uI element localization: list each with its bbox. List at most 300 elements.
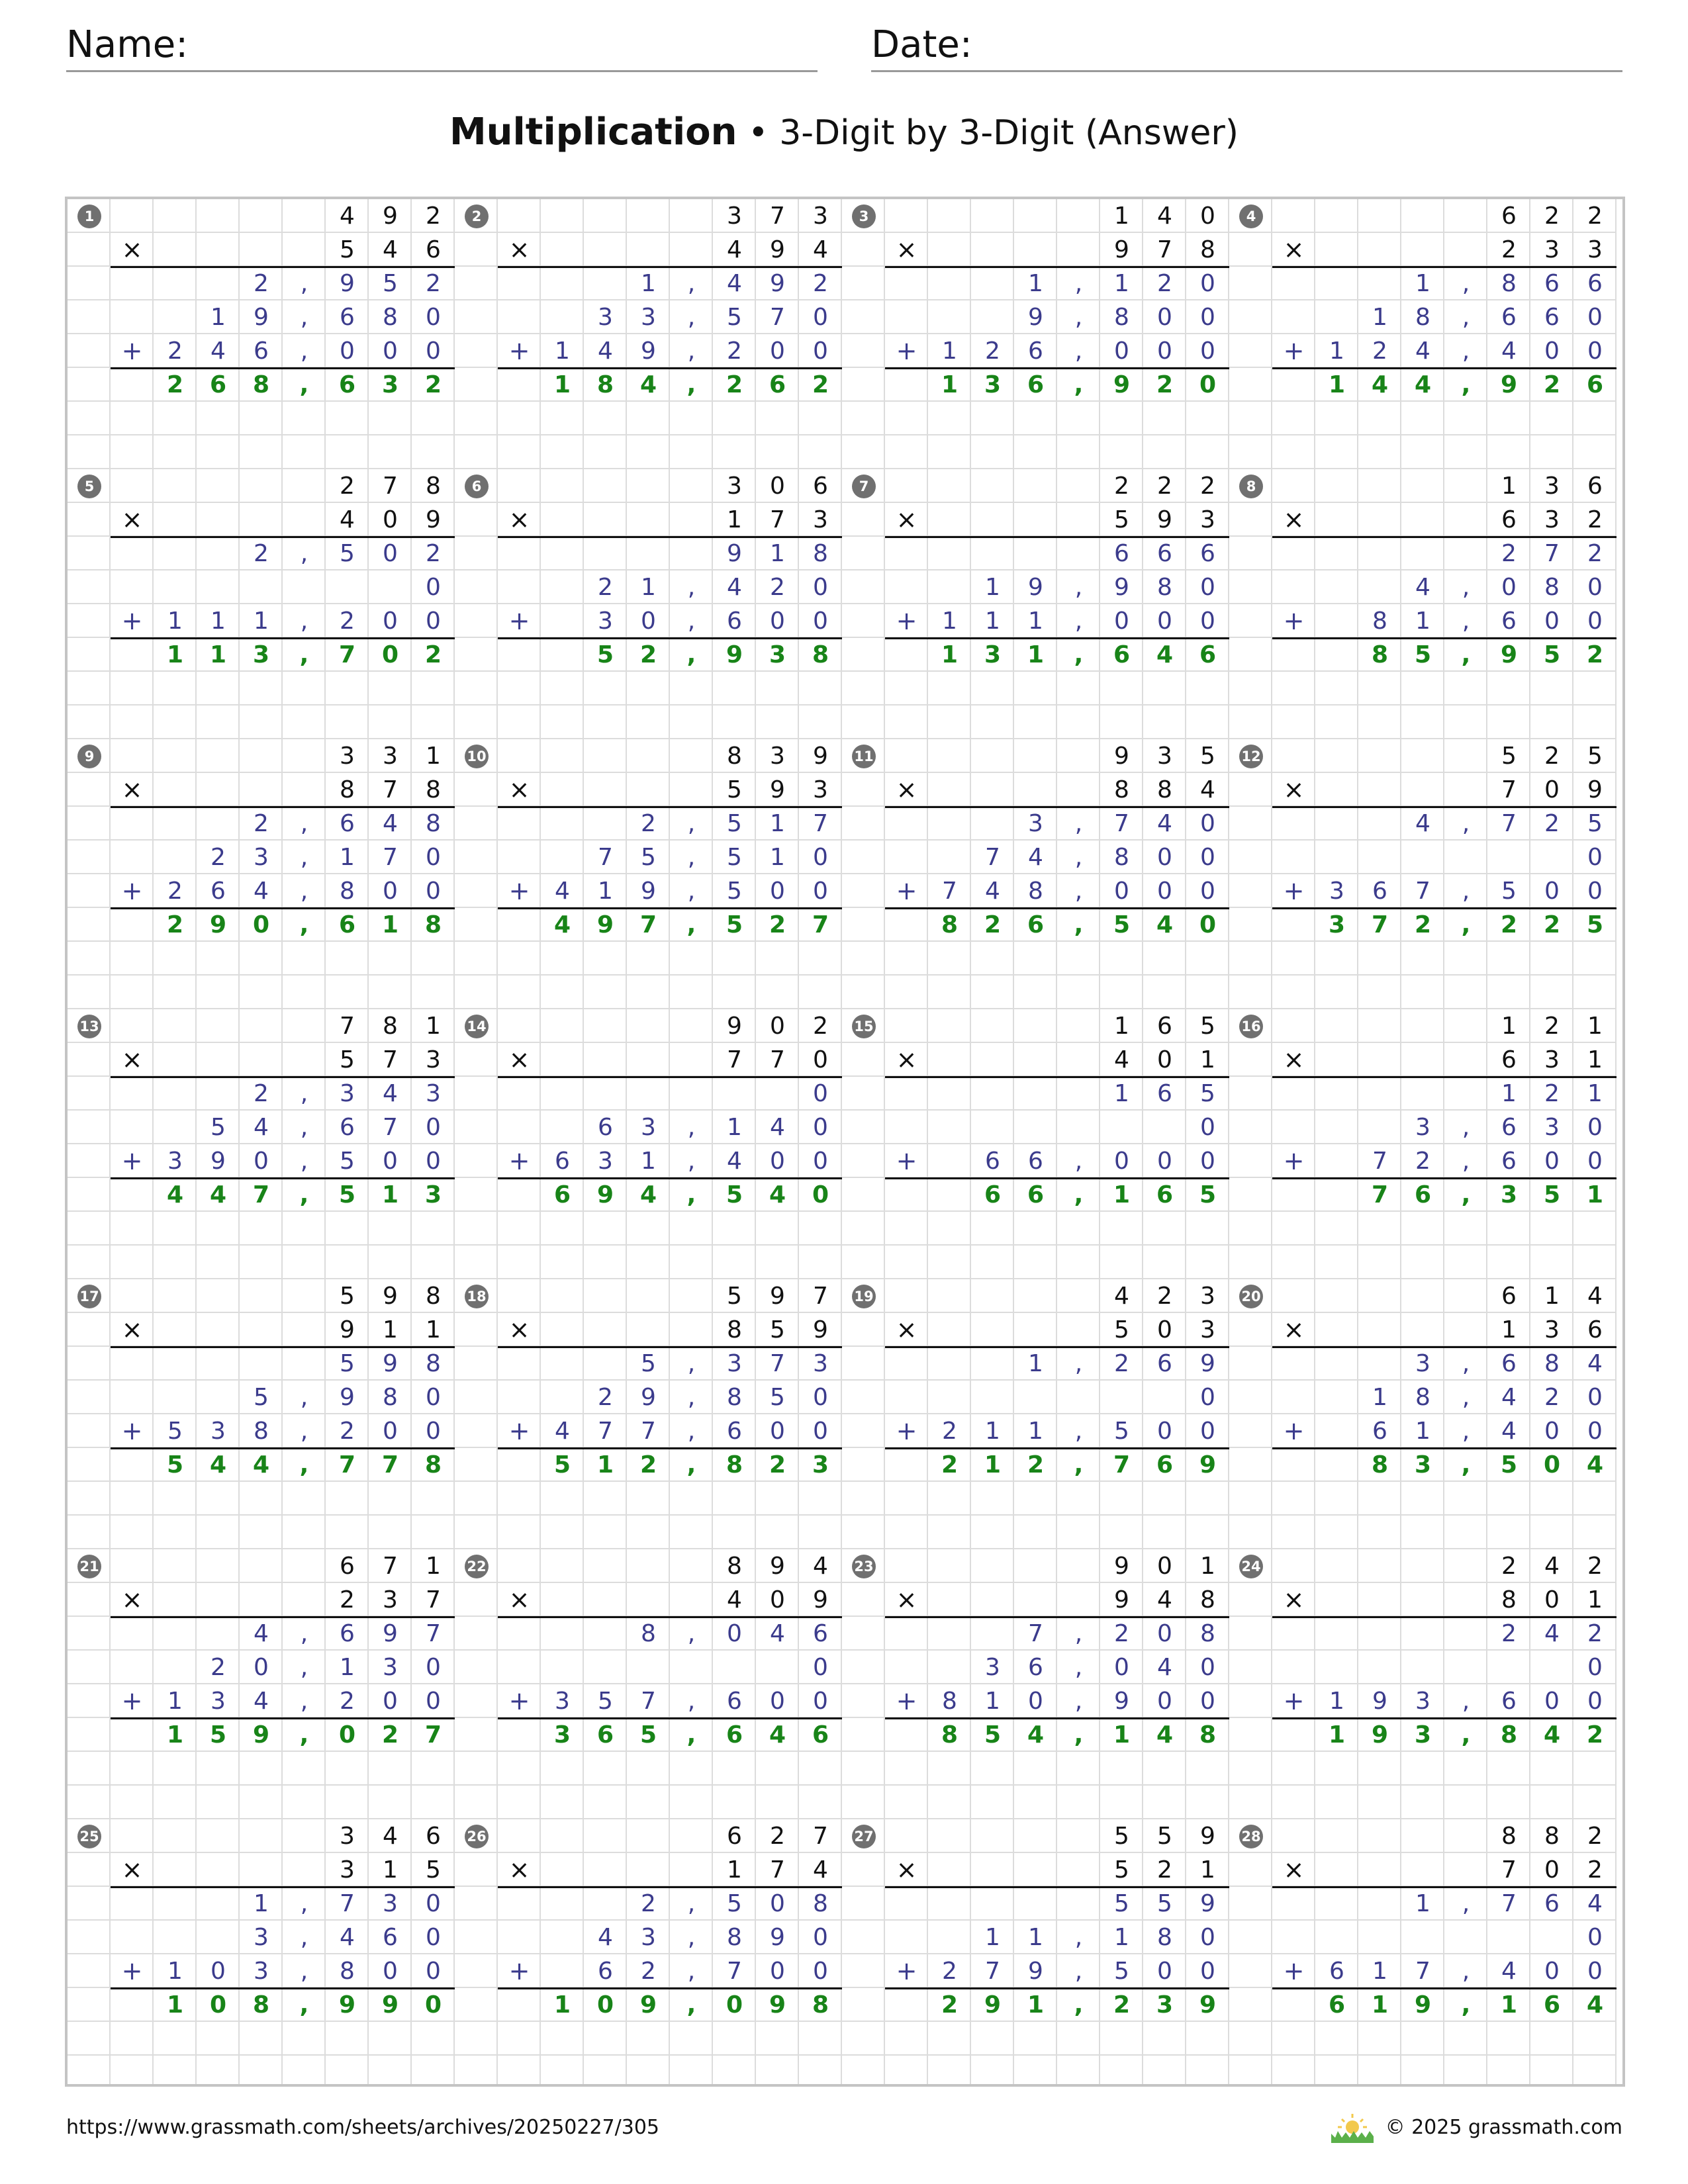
partial-product-digit: 0	[1157, 608, 1172, 635]
grid-cell	[928, 705, 971, 739]
partial-product-digit: 8	[942, 1688, 957, 1715]
partial-product-digit: 5	[167, 1418, 183, 1445]
partial-product-digit: 9	[1028, 574, 1043, 601]
partial-product-digit: 6	[1114, 540, 1129, 567]
partial-product-digit: ,	[1462, 338, 1470, 365]
rule-line	[498, 266, 842, 268]
partial-product-digit: 0	[727, 1620, 742, 1647]
answer-digit: 2	[1027, 1451, 1045, 1479]
name-label: Name:	[66, 23, 189, 66]
answer-digit: 4	[553, 911, 571, 938]
answer-digit: ,	[1461, 1991, 1471, 2019]
answer-digit: 0	[596, 1991, 614, 2019]
partial-product-digit: 9	[383, 1620, 398, 1647]
grid-cell	[1530, 1786, 1573, 1819]
grid-cell	[541, 2056, 584, 2087]
answer-digit: ,	[1074, 1181, 1084, 1208]
grid-cell	[1100, 435, 1143, 469]
grid-cell	[1100, 976, 1143, 1009]
multiplier-digit: 4	[383, 236, 398, 263]
grid-cell	[1272, 1786, 1315, 1819]
partial-product-digit: 8	[1415, 1384, 1430, 1411]
grid-cell	[197, 1246, 240, 1279]
answer-digit: 5	[209, 1721, 227, 1749]
grid-cell	[1358, 705, 1401, 739]
partial-product-digit: 4	[1157, 810, 1172, 837]
multiplier-digit: 7	[426, 1586, 441, 1614]
partial-product-digit: 9	[641, 338, 656, 365]
multiplier-digit: 1	[727, 1856, 742, 1884]
partial-product-digit: 7	[383, 844, 398, 871]
grid-cell	[1186, 976, 1229, 1009]
partial-product-digit: 8	[1501, 270, 1517, 297]
partial-product-digit: 2	[598, 574, 613, 601]
partial-product-digit: 6	[1544, 1890, 1560, 1917]
answer-digit: 8	[1371, 1451, 1389, 1479]
partial-product-digit: 8	[1372, 608, 1387, 635]
grid-cell	[412, 976, 455, 1009]
partial-product-digit: 1	[942, 338, 957, 365]
answer-digit: 3	[424, 1181, 442, 1208]
partial-product-digit: 3	[1028, 810, 1043, 837]
answer-digit: ,	[1461, 911, 1471, 938]
partial-product-digit: 6	[813, 1620, 828, 1647]
multiplicand-digit: 8	[426, 473, 441, 500]
partial-product-digit: 0	[813, 608, 828, 635]
answer-digit: 4	[252, 1451, 270, 1479]
answer-digit: 2	[639, 641, 657, 668]
partial-product-digit: 4	[770, 1114, 785, 1141]
answer-digit: 4	[1371, 371, 1389, 398]
answer-digit: 3	[769, 641, 786, 668]
partial-product-digit: 8	[383, 1384, 398, 1411]
grid-cell	[627, 435, 670, 469]
answer-digit: 3	[1500, 1181, 1518, 1208]
grid-cell	[756, 1786, 799, 1819]
answer-digit: 2	[1156, 371, 1174, 398]
answer-digit: 2	[769, 1451, 786, 1479]
multiplier-digit: 6	[426, 236, 441, 263]
answer-digit: 1	[941, 641, 959, 668]
multiplicand-digit: 1	[1501, 1013, 1517, 1040]
partial-product-digit: 0	[1157, 1620, 1172, 1647]
partial-product-digit: 8	[813, 540, 828, 567]
partial-product-digit: ,	[300, 270, 308, 297]
rule-line	[1272, 367, 1617, 369]
multiplier-digit: 3	[1544, 1046, 1560, 1073]
answer-digit: 6	[209, 371, 227, 398]
grid-cell	[369, 705, 412, 739]
multiplicand-digit: 5	[1114, 1823, 1129, 1850]
multiplier-digit: 3	[1544, 1316, 1560, 1343]
partial-product-digit: 4	[1501, 1418, 1517, 1445]
partial-product-digit: 5	[727, 810, 742, 837]
grid-cell	[1487, 976, 1530, 1009]
answer-digit: 4	[639, 371, 657, 398]
multiplier-digit: 7	[770, 506, 785, 533]
grid-cell	[584, 2056, 627, 2087]
grid-cell	[1358, 1516, 1401, 1549]
partial-product-digit: 3	[1415, 1114, 1430, 1141]
partial-product-digit: 2	[641, 810, 656, 837]
problem-block	[68, 1549, 455, 1786]
partial-product-digit: 0	[1157, 1148, 1172, 1175]
partial-product-digit: 3	[383, 1654, 398, 1681]
multiplier-digit: 3	[1544, 506, 1560, 533]
rule-line	[111, 1076, 455, 1078]
name-field[interactable]	[66, 20, 818, 72]
answer-digit: 7	[381, 1451, 399, 1479]
answer-digit: 2	[1586, 1721, 1604, 1749]
partial-product-digit: ,	[300, 844, 308, 871]
multiplier-digit: 2	[1587, 506, 1603, 533]
partial-product-digit: ,	[1074, 270, 1083, 297]
multiplier-digit: 2	[1587, 1856, 1603, 1884]
partial-product-digit: 0	[254, 1654, 269, 1681]
multiplicand-digit: 2	[1200, 473, 1215, 500]
partial-product-digit: 0	[1544, 1958, 1560, 1985]
grid-cell	[1014, 1246, 1057, 1279]
multiplier-digit: 0	[770, 1586, 785, 1614]
answer-digit: 3	[984, 371, 1002, 398]
multiplier-digit: 8	[1200, 1586, 1215, 1614]
problem-block	[842, 1819, 1229, 2056]
partial-product-digit: ,	[1074, 574, 1083, 601]
multiplicand-digit: 7	[383, 473, 398, 500]
plus-sign: +	[1283, 606, 1305, 635]
multiplicand-digit: 3	[1200, 1283, 1215, 1310]
partial-product-digit: 6	[1501, 1114, 1517, 1141]
date-field[interactable]	[871, 20, 1622, 72]
multiplier-digit: 2	[1157, 1856, 1172, 1884]
multiplicand-digit: 1	[1200, 1553, 1215, 1580]
multiplicand-digit: 3	[1157, 743, 1172, 770]
partial-product-digit: ,	[1462, 304, 1470, 331]
partial-product-digit: 3	[254, 844, 269, 871]
grid-cell	[799, 1516, 842, 1549]
grid-cell	[971, 1246, 1014, 1279]
rule-line	[498, 1177, 842, 1179]
partial-product-digit: 0	[1200, 1114, 1215, 1141]
multiplicand-digit: 9	[770, 1553, 785, 1580]
answer-digit: 6	[338, 911, 356, 938]
answer-digit: ,	[1461, 641, 1471, 668]
grid-cell	[1057, 705, 1100, 739]
partial-product-digit: ,	[1074, 1654, 1083, 1681]
partial-product-digit: 2	[167, 338, 183, 365]
problem-number-badge: 15	[852, 1015, 876, 1038]
plus-sign: +	[121, 336, 143, 365]
partial-product-digit: 6	[1544, 270, 1560, 297]
answer-digit: 9	[1414, 1991, 1432, 2019]
partial-product-digit: 0	[813, 1418, 828, 1445]
answer-digit: 0	[338, 1721, 356, 1749]
partial-product-digit: 6	[1028, 1148, 1043, 1175]
partial-product-digit: 5	[1200, 1080, 1215, 1107]
answer-digit: 7	[812, 911, 829, 938]
grid-cell	[1444, 1246, 1487, 1279]
grid-cell	[1014, 1786, 1057, 1819]
answer-digit: 5	[1543, 641, 1561, 668]
grid-cell	[885, 1516, 928, 1549]
grid-cell	[799, 2056, 842, 2087]
grid-cell	[1573, 1786, 1617, 1819]
times-sign: ×	[1283, 1045, 1305, 1074]
answer-digit: ,	[1074, 641, 1084, 668]
grid-cell	[455, 435, 498, 469]
answer-digit: 4	[1027, 1721, 1045, 1749]
grid-cell	[1272, 976, 1315, 1009]
partial-product-digit: 2	[211, 844, 226, 871]
multiplier-digit: 5	[1114, 1316, 1129, 1343]
partial-product-digit: 0	[1200, 1384, 1215, 1411]
answer-digit: ,	[1074, 1721, 1084, 1749]
partial-product-digit: 2	[1587, 1620, 1603, 1647]
partial-product-digit: ,	[300, 1890, 308, 1917]
partial-product-digit: 7	[1544, 540, 1560, 567]
problem-block	[68, 469, 455, 705]
answer-digit: 7	[252, 1181, 270, 1208]
partial-product-digit: 4	[1544, 1620, 1560, 1647]
grid-cell	[1143, 1786, 1186, 1819]
partial-product-digit: 1	[340, 1654, 355, 1681]
multiplicand-digit: 3	[383, 743, 398, 770]
rule-line	[1272, 1447, 1617, 1449]
grid-cell	[928, 1516, 971, 1549]
grid-cell	[627, 1516, 670, 1549]
grid-cell	[1358, 1246, 1401, 1279]
answer-digit: 6	[1156, 1181, 1174, 1208]
partial-product-digit: 6	[1329, 1958, 1344, 1985]
answer-digit: 9	[726, 641, 743, 668]
partial-product-digit: ,	[1462, 1350, 1470, 1377]
multiplier-digit: 9	[1114, 1586, 1129, 1614]
partial-product-digit: ,	[300, 1080, 308, 1107]
multiplier-digit: 1	[383, 1856, 398, 1884]
multiplier-digit: 9	[770, 236, 785, 263]
partial-product-digit: 5	[340, 1350, 355, 1377]
answer-digit: 9	[1199, 1451, 1217, 1479]
answer-digit: 9	[639, 1991, 657, 2019]
answer-digit: ,	[1074, 371, 1084, 398]
grid-cell	[541, 1246, 584, 1279]
multiplier-digit: 4	[1157, 1586, 1172, 1614]
multiplier-digit: 9	[813, 1316, 828, 1343]
multiplier-digit: 7	[383, 776, 398, 803]
rule-line	[498, 536, 842, 538]
partial-product-digit: 8	[727, 1384, 742, 1411]
plus-sign: +	[896, 1146, 917, 1175]
partial-product-digit: 4	[598, 338, 613, 365]
answer-digit: 4	[1414, 371, 1432, 398]
answer-digit: 6	[1199, 641, 1217, 668]
rule-line	[111, 1346, 455, 1348]
grid-cell	[1530, 1516, 1573, 1549]
partial-product-digit: 2	[1501, 1620, 1517, 1647]
title-subtitle: • 3-Digit by 3-Digit (Answer)	[748, 113, 1239, 153]
partial-product-digit: 1	[727, 1114, 742, 1141]
partial-product-digit: 0	[383, 1688, 398, 1715]
partial-product-digit: 2	[942, 1958, 957, 1985]
rule-line	[1272, 637, 1617, 639]
multiplicand-digit: 4	[813, 1553, 828, 1580]
problem-number-badge: 24	[1239, 1555, 1263, 1578]
problem-block	[455, 1279, 842, 1516]
partial-product-digit: ,	[1462, 270, 1470, 297]
answer-digit: 5	[1543, 1181, 1561, 1208]
partial-product-digit: ,	[300, 810, 308, 837]
partial-product-digit: 7	[1501, 1890, 1517, 1917]
grid-cell	[369, 1786, 412, 1819]
partial-product-digit: 6	[1372, 878, 1387, 905]
partial-product-digit: 3	[254, 1958, 269, 1985]
grid-cell	[842, 1786, 885, 1819]
grid-cell	[369, 1516, 412, 1549]
partial-product-digit: 1	[167, 608, 183, 635]
partial-product-digit: 4	[770, 1620, 785, 1647]
partial-product-digit: 0	[1200, 810, 1215, 837]
partial-product-digit: 8	[426, 1350, 441, 1377]
grid-cell	[1229, 976, 1272, 1009]
answer-digit: 9	[1113, 371, 1131, 398]
partial-product-digit: 2	[641, 1958, 656, 1985]
answer-digit: 3	[984, 641, 1002, 668]
answer-digit: 6	[1543, 1991, 1561, 2019]
partial-product-digit: 2	[641, 1890, 656, 1917]
grid-cell	[584, 1786, 627, 1819]
partial-product-digit: 2	[211, 1654, 226, 1681]
answer-digit: 1	[381, 1181, 399, 1208]
answer-digit: 9	[209, 911, 227, 938]
grid-cell	[1100, 705, 1143, 739]
problem-number-badge: 1	[77, 205, 101, 228]
multiplier-digit: 5	[727, 776, 742, 803]
partial-product-digit: 7	[942, 878, 957, 905]
partial-product-digit: 6	[340, 810, 355, 837]
partial-product-digit: ,	[300, 1384, 308, 1411]
grid-cell	[111, 435, 154, 469]
partial-product-digit: 0	[1200, 1924, 1215, 1951]
partial-product-digit: ,	[300, 1114, 308, 1141]
multiplier-digit: 7	[770, 1856, 785, 1884]
multiplicand-digit: 8	[426, 1283, 441, 1310]
partial-product-digit: 3	[254, 1924, 269, 1951]
answer-digit: 0	[1543, 1451, 1561, 1479]
grid-cell	[842, 976, 885, 1009]
multiplier-digit: 7	[1501, 776, 1517, 803]
partial-product-digit: 0	[1544, 878, 1560, 905]
grid-cell	[1487, 435, 1530, 469]
grid-cell	[1229, 435, 1272, 469]
answer-digit: 6	[338, 371, 356, 398]
multiplier-digit: 0	[1157, 1316, 1172, 1343]
answer-digit: 6	[769, 371, 786, 398]
partial-product-digit: 1	[1028, 1924, 1043, 1951]
multiplier-digit: 8	[1157, 776, 1172, 803]
times-sign: ×	[896, 775, 917, 804]
answer-digit: ,	[686, 1721, 696, 1749]
grid-cell	[584, 1516, 627, 1549]
partial-product-digit: 0	[770, 1958, 785, 1985]
multiplicand-digit: 1	[426, 1553, 441, 1580]
problem-block	[1229, 1819, 1617, 2056]
answer-digit: 6	[812, 1721, 829, 1749]
partial-product-digit: 9	[1372, 1688, 1387, 1715]
partial-product-digit: 3	[555, 1688, 570, 1715]
partial-product-digit: 0	[813, 844, 828, 871]
partial-product-digit: 2	[942, 1418, 957, 1445]
grid-cell	[756, 435, 799, 469]
answer-digit: 2	[1414, 911, 1432, 938]
partial-product-digit: 6	[1501, 304, 1517, 331]
partial-product-digit: ,	[687, 270, 696, 297]
partial-product-digit: ,	[1074, 304, 1083, 331]
partial-product-digit: 0	[813, 1958, 828, 1985]
rule-line	[498, 367, 842, 369]
times-sign: ×	[121, 775, 143, 804]
grid-cell	[885, 2056, 928, 2087]
partial-product-digit: 1	[770, 844, 785, 871]
answer-digit: 2	[812, 371, 829, 398]
partial-product-digit: 4	[1501, 338, 1517, 365]
problem-block	[68, 199, 455, 435]
multiplicand-digit: 9	[770, 1283, 785, 1310]
partial-product-digit: 0	[1157, 338, 1172, 365]
multiplicand-digit: 3	[340, 743, 355, 770]
grid-cell	[1358, 976, 1401, 1009]
partial-product-digit: 2	[340, 608, 355, 635]
partial-product-digit: 9	[770, 1924, 785, 1951]
rule-line	[498, 907, 842, 909]
multiplicand-digit: 1	[1544, 1283, 1560, 1310]
grid-cell	[713, 1786, 756, 1819]
partial-product-digit: 6	[211, 878, 226, 905]
answer-digit: 0	[812, 1181, 829, 1208]
partial-product-digit: 0	[1544, 1688, 1560, 1715]
answer-digit: 9	[381, 1991, 399, 2019]
problem-number-badge: 25	[77, 1825, 101, 1848]
partial-product-digit: 4	[340, 1924, 355, 1951]
partial-product-digit: 5	[1114, 1418, 1129, 1445]
answer-digit: 1	[209, 641, 227, 668]
partial-product-digit: 1	[1028, 1418, 1043, 1445]
grid-cell	[1143, 705, 1186, 739]
times-sign: ×	[121, 1585, 143, 1614]
answer-digit: 5	[166, 1451, 184, 1479]
partial-product-digit: 1	[985, 608, 1000, 635]
grid-cell	[842, 1516, 885, 1549]
partial-product-digit: 9	[1200, 1890, 1215, 1917]
answer-digit: 8	[424, 911, 442, 938]
rule-line	[111, 806, 455, 808]
grid-cell	[1186, 1246, 1229, 1279]
rule-line	[1272, 1076, 1617, 1078]
grid-cell	[68, 435, 111, 469]
partial-product-digit: ,	[1462, 1688, 1470, 1715]
answer-digit: 0	[726, 1991, 743, 2019]
partial-product-digit: ,	[300, 338, 308, 365]
times-sign: ×	[1283, 775, 1305, 804]
multiplier-digit: 4	[1114, 1046, 1129, 1073]
multiplicand-digit: 6	[426, 1823, 441, 1850]
grid-cell	[369, 976, 412, 1009]
answer-digit: 8	[941, 911, 959, 938]
problem-block	[842, 469, 1229, 705]
rule-line	[1272, 907, 1617, 909]
grid-cell	[412, 435, 455, 469]
grid-cell	[498, 2056, 541, 2087]
date-label: Date:	[871, 23, 972, 66]
